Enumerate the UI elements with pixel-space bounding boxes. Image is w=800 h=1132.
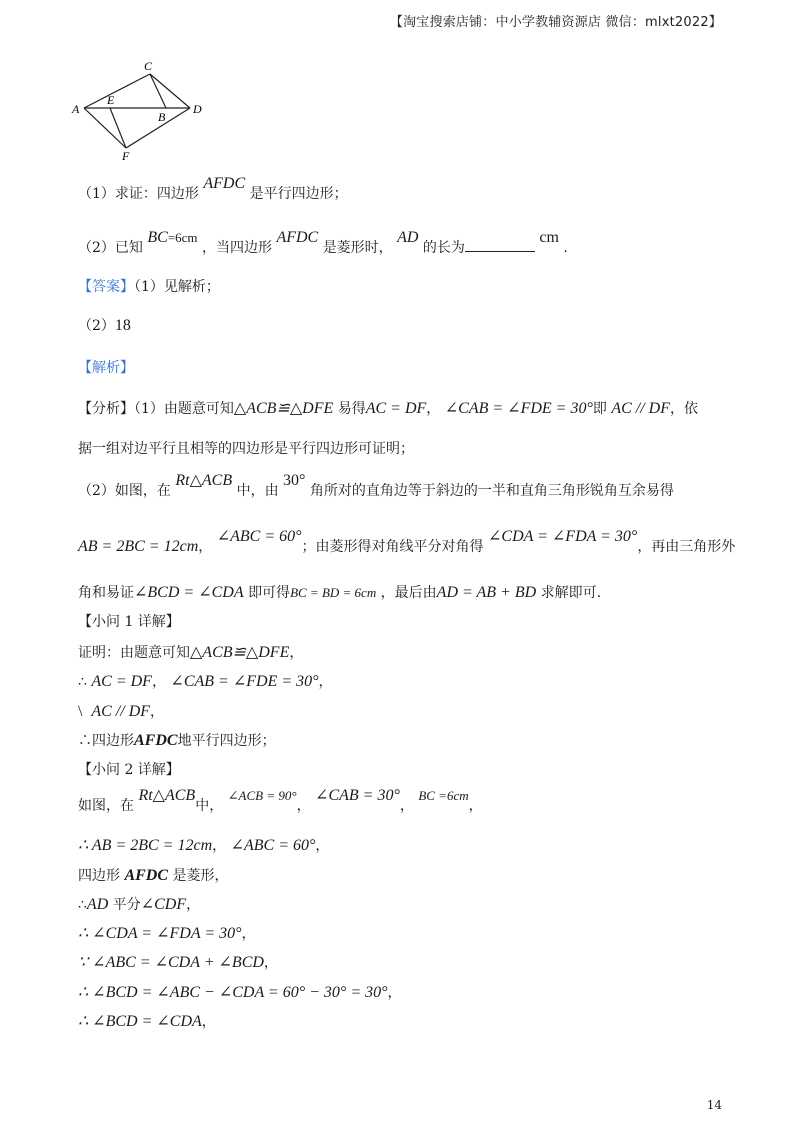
segment-ac — [84, 74, 150, 108]
label-d: D — [193, 102, 202, 116]
segment-fe — [110, 108, 126, 148]
subq1-line-4: ∴四边形AFDC地平行四边形； — [78, 732, 276, 749]
subq2-line-1: 如图，在 Rt△ACB中， ∠ACB = 90°， ∠CAB = 30°， BC =6cm， — [78, 787, 483, 814]
answer-line-2: （2）18 — [78, 317, 131, 334]
answer-blank — [465, 239, 535, 252]
subq2-heading: 【小问 2 详解】 — [78, 762, 180, 778]
analysis-heading: 【解析】 — [78, 360, 134, 376]
segment-af — [84, 108, 126, 148]
subq2-line-2: ∴ AB = 2BC = 12cm， ∠ABC = 60°， — [78, 837, 330, 854]
subq1-line-1: 证明：由题意可知△ACB≌△DFE， — [78, 644, 304, 661]
answer-line-1: 【答案】（1）见解析； — [78, 279, 220, 295]
question-1: （1）求证：四边形 AFDC 是平行四边形； — [78, 175, 348, 202]
subq2-line-8: ∴ ∠BCD = ∠CDA， — [78, 1013, 216, 1030]
label-a: A — [72, 102, 80, 116]
segment-cd — [150, 74, 190, 108]
label-e: E — [107, 93, 115, 107]
page-header: 【淘宝搜索店铺：中小学教辅资源店 微信：mlxt2022】 — [389, 15, 722, 30]
analysis-line-3: （2）如图，在 Rt△ACB 中，由 30° 角所对的直角边等于斜边的一半和直角三角形锐角互余易得 — [78, 472, 674, 499]
label-f: F — [122, 149, 130, 163]
analysis-line-2: 据一组对边平行且相等的四边形是平行四边形可证明； — [78, 441, 414, 457]
subq2-line-3: 四边形 AFDC 是菱形， — [78, 867, 229, 884]
subq2-line-7: ∴ ∠BCD = ∠ABC − ∠CDA = 60° − 30° = 30°， — [78, 984, 402, 1001]
subq1-line-2: ∴ AC = DF， ∠CAB = ∠FDE = 30°， — [78, 673, 333, 690]
answer-tag: 【答案】 — [78, 279, 134, 295]
analysis-line-5: 角和易证∠BCD = ∠CDA 即可得BC = BD = 6cm ，最后由AD = AB + BD 求解即可. — [78, 584, 602, 601]
analysis-line-1: 【分析】（1）由题意可知△ACB≌△DFE 易得AC = DF， ∠CAB = ∠FDE = 30°即 AC // DF，依 — [78, 400, 698, 417]
label-c: C — [144, 59, 153, 73]
subq2-line-5: ∴ ∠CDA = ∠FDA = 30°， — [78, 925, 256, 942]
subq2-line-6: ∵ ∠ABC = ∠CDA + ∠BCD， — [78, 954, 278, 971]
subq2-line-4: ∴AD 平分∠CDF， — [78, 896, 201, 913]
analysis-tag: 【分析】 — [78, 401, 134, 417]
segment-cb — [150, 74, 166, 108]
subq1-heading: 【小问 1 详解】 — [78, 614, 180, 630]
subq1-line-3: \ AC // DF， — [78, 703, 165, 720]
label-b: B — [158, 110, 166, 124]
geometry-figure — [70, 58, 220, 168]
analysis-line-4: AB = 2BC = 12cm， ∠ABC = 60°；由菱形得对角线平分对角得 ∠CDA = ∠FDA = 30°，再由三角形外 — [78, 528, 736, 555]
page-number: 14 — [706, 1098, 722, 1112]
question-2: （2）已知 BC=6cm ，当四边形 AFDC 是菱形时， AD 的长为 cm . — [78, 229, 568, 256]
